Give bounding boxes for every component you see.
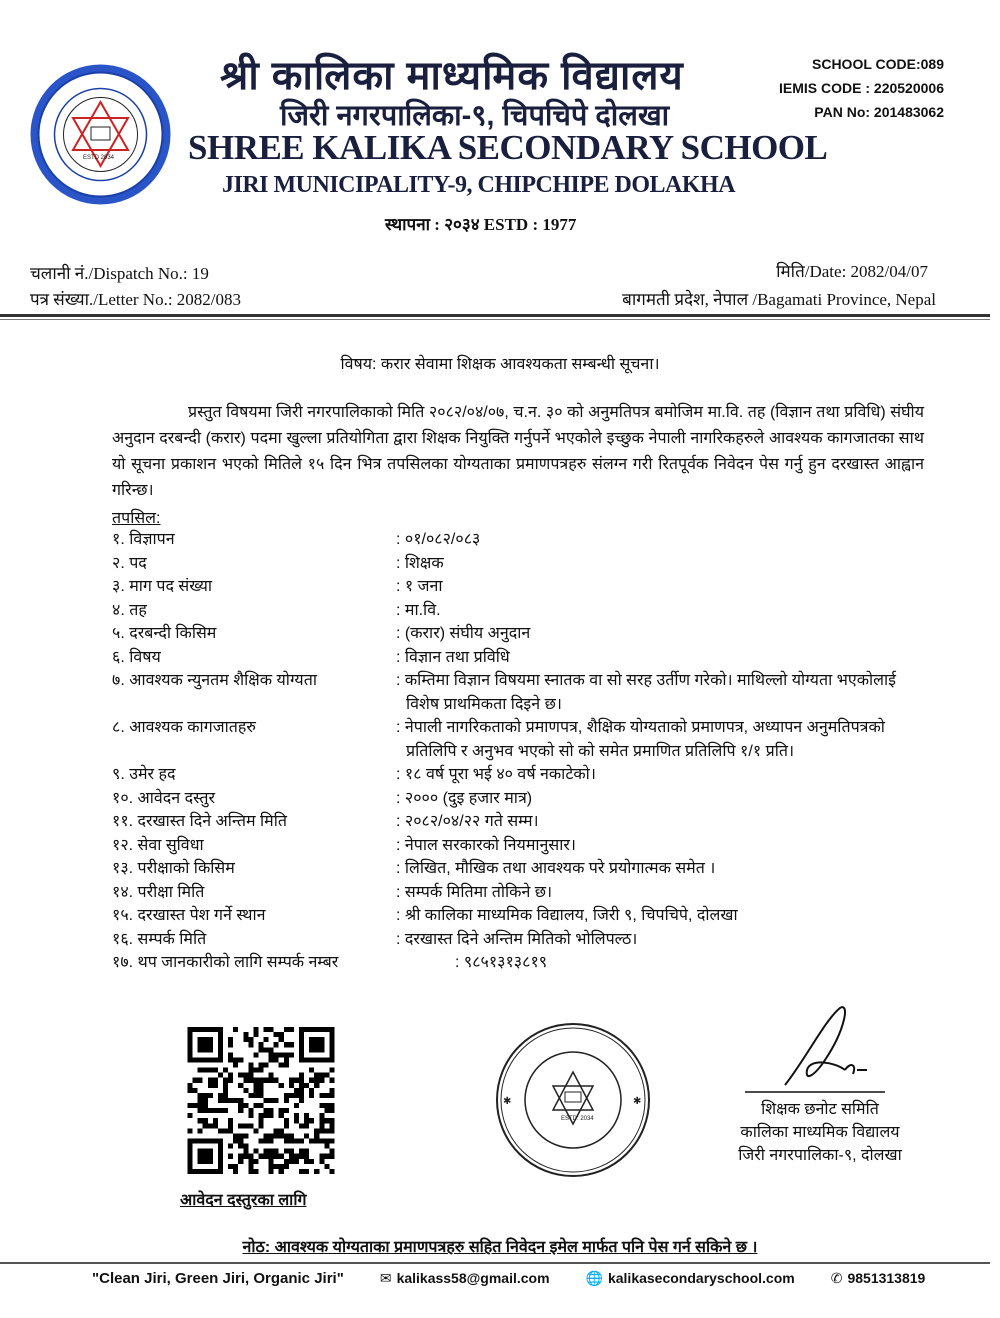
slogan: "Clean Jiri, Green Jiri, Organic Jiri" xyxy=(92,1270,344,1287)
qr-code[interactable] xyxy=(185,1027,337,1174)
phone-icon: ✆ xyxy=(830,1270,843,1286)
detail-label: २. पद xyxy=(112,554,147,572)
detail-label: १५. दरखास्त पेश गर्ने स्थान xyxy=(112,907,266,924)
school-address-english: JIRI MUNICIPALITY-9, CHIPCHIPE DOLAKHA xyxy=(222,172,736,198)
footer-phone xyxy=(831,1270,926,1287)
detail-row xyxy=(112,646,932,670)
pan-number: PAN No: 201483062 xyxy=(814,104,944,120)
signature-address: जिरी नगरपालिका-९, दोलखा xyxy=(738,1147,902,1164)
footer-email[interactable] xyxy=(380,1270,550,1287)
detail-value: : नेपाल सरकारको नियमानुसार। xyxy=(396,834,932,858)
detail-value: : २०८२/०४/२२ गते सम्म। xyxy=(396,810,932,834)
school-name-nepali: श्री कालिका माध्यमिक विद्यालय xyxy=(220,54,684,98)
signature-mark xyxy=(745,1000,885,1095)
dispatch-number: चलानी नं./Dispatch No.: 19 xyxy=(30,264,209,283)
subject-line: विषय: करार सेवामा शिक्षक आवश्यकता सम्बन्धी सूचना। xyxy=(340,356,660,373)
detail-value: : लिखित, मौखिक तथा आवश्यक परे प्रयोगात्मक समेत । xyxy=(396,857,932,881)
detail-row xyxy=(112,763,932,787)
svg-text:ESTD 2034: ESTD 2034 xyxy=(83,155,115,161)
detail-value: : (करार) संघीय अनुदान xyxy=(396,622,932,646)
detail-label: १०. आवेदन दस्तुर xyxy=(112,789,215,807)
detail-row xyxy=(112,857,932,881)
signature-committee: शिक्षक छनोट समिति xyxy=(761,1101,879,1118)
svg-text:✱: ✱ xyxy=(633,1096,642,1107)
detail-value: : शिक्षक xyxy=(396,552,932,576)
detail-value: : श्री कालिका माध्यमिक विद्यालय, जिरी ९, चिपचिपे, दोलखा xyxy=(396,904,932,928)
detail-value: : १ जना xyxy=(396,575,932,599)
detail-value: : २००० (दुइ हजार मात्र) xyxy=(396,787,932,811)
letter-date: मिति/Date: 2082/04/07 xyxy=(776,262,928,281)
detail-label: १४. परीक्षा मिति xyxy=(112,883,205,901)
detail-label: ८. आवश्यक कागजातहरु xyxy=(112,719,256,736)
detail-row xyxy=(112,904,932,928)
school-code: SCHOOL CODE:089 xyxy=(812,56,944,72)
detail-value: : ९८५१३१३८१९ xyxy=(455,951,932,975)
footer-website[interactable] xyxy=(586,1270,795,1287)
mail-icon: ✉ xyxy=(379,1270,392,1286)
svg-text:✱: ✱ xyxy=(503,1096,512,1107)
detail-label: ४. तह xyxy=(112,601,147,619)
detail-label: ६. विषय xyxy=(112,648,161,666)
detail-value: : मा.वि. xyxy=(396,599,932,623)
detail-value: : १८ वर्ष पूरा भई ४० वर्ष नकाटेको। xyxy=(396,763,932,787)
school-seal xyxy=(493,1020,653,1180)
header-divider xyxy=(0,314,990,317)
footer xyxy=(92,1270,925,1287)
detail-row xyxy=(112,575,932,599)
email-text[interactable]: kalikass58@gmail.com xyxy=(396,1270,550,1286)
detail-row xyxy=(112,669,932,716)
phone-text: 9851313819 xyxy=(847,1270,926,1286)
details-list xyxy=(112,528,932,975)
school-logo xyxy=(28,62,173,207)
detail-row xyxy=(112,599,932,623)
school-codes xyxy=(779,52,944,124)
detail-label: ३. माग पद संख्या xyxy=(112,578,213,595)
note: नोठ: आवश्यक योग्यताका प्रमाणपत्रहरु सहित निवेदन इमेल मार्फत पनि पेस गर्न सकिने छ । xyxy=(242,1239,758,1256)
signature-block xyxy=(710,1098,930,1167)
qr-caption: आवेदन दस्तुरका लागि xyxy=(180,1192,307,1209)
school-name-english: SHREE KALIKA SECONDARY SCHOOL xyxy=(188,128,828,167)
website-text[interactable]: kalikasecondaryschool.com xyxy=(607,1270,795,1286)
detail-label: ५. दरबन्दी किसिम xyxy=(112,625,217,642)
detail-value: : ०१/०८२/०८३ xyxy=(396,528,932,552)
detail-row xyxy=(112,528,932,552)
detail-value: : दरखास्त दिने अन्तिम मितिको भोलिपल्ठ। xyxy=(396,928,932,952)
detail-value: : विज्ञान तथा प्रविधि xyxy=(396,646,932,670)
detail-row xyxy=(112,622,932,646)
detail-row xyxy=(112,552,932,576)
detail-label: १२. सेवा सुविधा xyxy=(112,836,204,854)
detail-row xyxy=(112,881,932,905)
detail-row xyxy=(112,834,932,858)
detail-label: १३. परीक्षाको किसिम xyxy=(112,860,235,877)
detail-row xyxy=(112,928,932,952)
detail-label: ७. आवश्यक न्युनतम शैक्षिक योग्यता xyxy=(112,672,317,689)
detail-label: १. विज्ञापन xyxy=(112,531,175,548)
detail-row xyxy=(112,787,932,811)
details-heading: तपसिल: xyxy=(112,510,161,527)
notice-paragraph xyxy=(112,400,924,504)
detail-value: : कम्तिमा विज्ञान विषयमा स्नातक वा सो सरह उर्तीण गरेको। माथिल्लो योग्यता भएकोलाई विशेष प्राथमिकता दिइने छ। xyxy=(396,669,932,716)
detail-value: : सम्पर्क मितिमा तोकिने छ। xyxy=(396,881,932,905)
detail-row xyxy=(112,951,932,975)
signature-school: कालिका माध्यमिक विद्यालय xyxy=(740,1124,900,1141)
school-address-nepali: जिरी नगरपालिका-९, चिपचिपे दोलखा xyxy=(280,100,670,132)
iemis-code: IEMIS CODE : 220520006 xyxy=(779,80,944,96)
province: बागमती प्रदेश, नेपाल /Bagamati Province, Nepal xyxy=(622,290,936,309)
detail-label: ९. उमेर हद xyxy=(112,766,176,783)
header-divider-thin xyxy=(0,319,990,320)
svg-text:ESTD: 2034: ESTD: 2034 xyxy=(561,1116,594,1122)
established-year: स्थापना : २०३४ ESTD : 1977 xyxy=(385,215,577,234)
footer-divider xyxy=(0,1262,990,1264)
notice-paragraph-text: प्रस्तुत विषयमा जिरी नगरपालिकाको मिति २०८२/०४/०७, च.न. ३० को अनुमतिपत्र बमोजिम मा.वि. तह (विज्ञान तथा प्रविधि) संघीय अनुदान दरबन्दी (करार) पदमा खुल्ला प्रतियोगिता द्वारा शिक्षक नियुक्ति गर्नुपर्ने भएकोले इच्छुक नेपाली नागरिकहरुले आवश्यक कागजातका साथ यो सूचना प्रकाशन भएको मितिले १५ दिन भित्र तपसिलका योग्यताका प्रमाणपत्रहरु संलग्न गरी रितपूर्वक निवेदन पेस गर्नु हुन दरखास्त आह्वान गरिन्छ। xyxy=(112,404,924,499)
detail-row xyxy=(112,716,932,763)
detail-label: १७. थप जानकारीको लागि सम्पर्क नम्बर xyxy=(112,954,339,971)
detail-value: : नेपाली नागरिकताको प्रमाणपत्र, शैक्षिक योग्यताको प्रमाणपत्र, अध्यापन अनुमतिपत्रको प्रतिलिपि र अनुभव भएको सो को समेत प्रमाणित प्रतिलिपि १/१ प्रति। xyxy=(396,716,932,763)
detail-label: ११. दरखास्त दिने अन्तिम मिति xyxy=(112,813,287,830)
letter-number: पत्र संख्या./Letter No.: 2082/083 xyxy=(30,290,242,309)
detail-label: १६. सम्पर्क मिति xyxy=(112,930,207,948)
detail-row xyxy=(112,810,932,834)
globe-icon: 🌐 xyxy=(585,1270,603,1286)
